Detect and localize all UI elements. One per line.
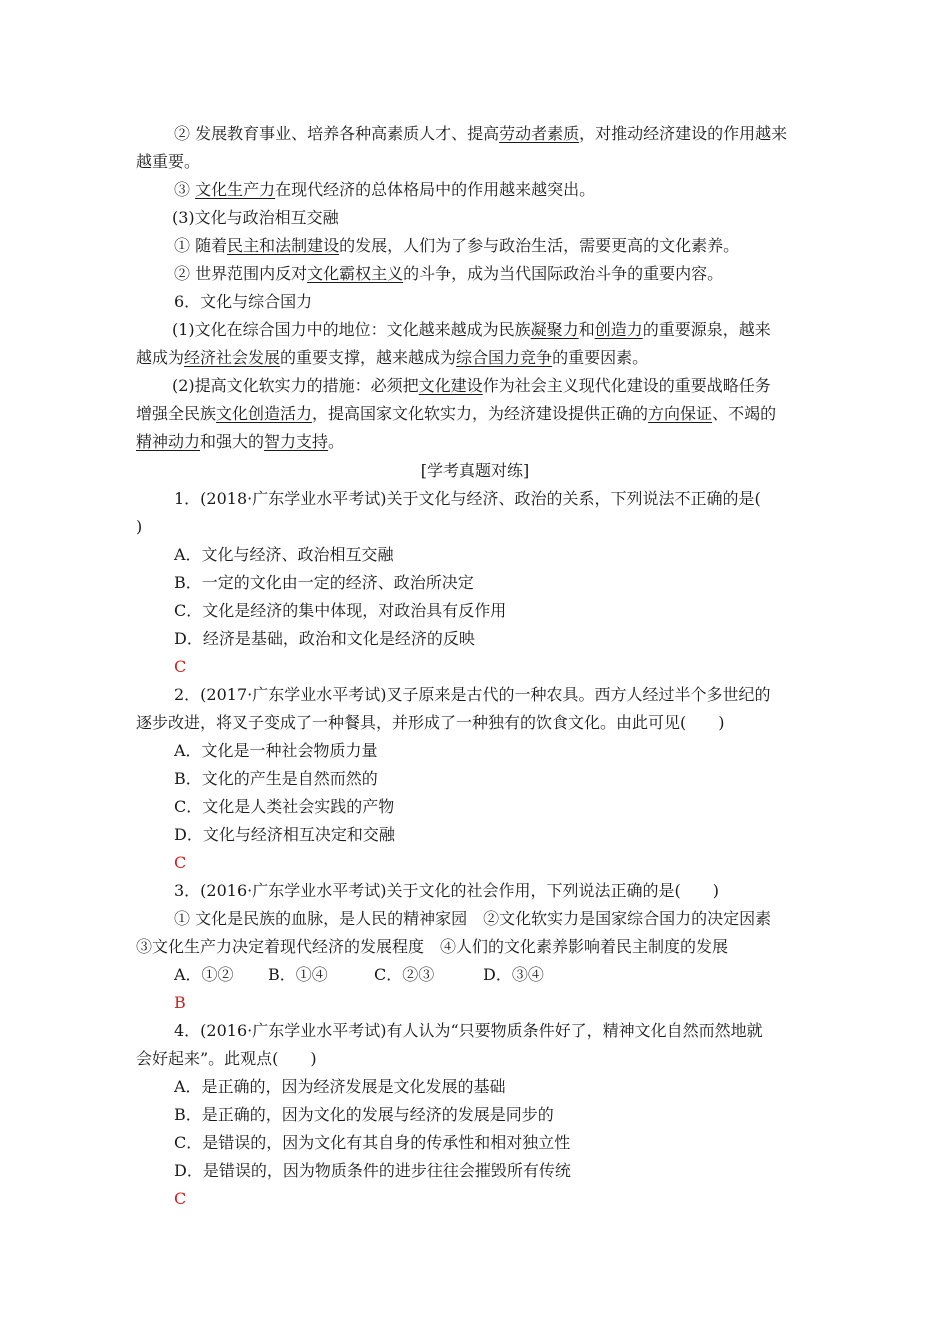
paragraph-line [172, 320, 771, 340]
text: 和 [578, 320, 595, 339]
question-2-stem-cont: 逐步改进，将叉子变成了一种餐具，并形成了一种独有的饮食文化。由此可见( ) [136, 713, 725, 732]
underlined-term: 创造力 [594, 320, 643, 339]
question-4-answer: C [174, 1189, 187, 1208]
text: 、不竭的 [712, 404, 777, 423]
question-3-statements-2: ③文化生产力决定着现代经济的发展程度 ④人们的文化素养影响着民主制度的发展 [136, 937, 729, 956]
underlined-term: 经济社会发展 [184, 348, 281, 367]
question-2-option-d: D．文化与经济相互决定和交融 [174, 825, 395, 844]
question-3-option-d: D．③④ [483, 965, 544, 984]
underlined-term: 方向保证 [648, 404, 713, 423]
paragraph-line [174, 264, 723, 284]
underlined-term: 文化霸权主义 [307, 264, 404, 283]
question-4-stem: 4．(2016·广东学业水平考试)有人认为“只要物质条件好了，精神文化自然而然地就 [174, 1021, 763, 1040]
question-2-option-b: B．文化的产生是自然而然的 [174, 769, 378, 788]
question-3-option-c: C．②③ [374, 965, 435, 984]
question-4-option-c: C．是错误的，因为文化有其自身的传承性和相对独立性 [174, 1133, 571, 1152]
text: 的发展，人们为了参与政治生活，需要更高的文化素养。 [339, 236, 740, 255]
underlined-term: 民主和法制建设 [227, 236, 340, 255]
paragraph-line [136, 432, 344, 452]
text: 的斗争，成为当代国际政治斗争的重要内容。 [403, 264, 724, 283]
question-2-stem: 2．(2017·广东学业水平考试)叉子原来是古代的一种农具。西方人经过半个多世纪的 [174, 685, 771, 704]
question-2-answer: C [174, 853, 187, 872]
underlined-term: 智力支持 [264, 432, 329, 451]
text: 在现代经济的总体格局中的作用越来越突出。 [275, 180, 596, 199]
text: 的重要因素。 [552, 348, 649, 367]
question-1-answer: C [174, 657, 187, 676]
question-1-option-a: A．文化与经济、政治相互交融 [174, 545, 394, 564]
question-4-option-d: D．是错误的，因为物质条件的进步往往会摧毁所有传统 [174, 1161, 571, 1180]
paragraph-line [136, 404, 776, 424]
underlined-term: 精神动力 [136, 432, 201, 451]
text: (2)提高文化软实力的措施：必须把 [172, 376, 419, 395]
underlined-term: 综合国力竞争 [456, 348, 553, 367]
text: ，对推动经济建设的作用越来 [579, 124, 788, 143]
paragraph-line [174, 180, 595, 200]
section-title: [学考真题对练] [420, 461, 530, 480]
question-3-option-b: B．①④ [268, 965, 328, 984]
question-4-option-a: A．是正确的，因为经济发展是文化发展的基础 [174, 1077, 506, 1096]
question-3-option-a: A．①② [174, 965, 234, 984]
question-3-answer: B [174, 993, 186, 1012]
paragraph-line [174, 236, 739, 256]
text: (1)文化在综合国力中的地位：文化越来越成为民族 [172, 320, 531, 339]
text: ① 随着 [174, 236, 228, 255]
text: ，提高国家文化软实力，为经济建设提供正确的 [312, 404, 649, 423]
section-heading: 6．文化与综合国力 [174, 292, 313, 311]
paragraph-line [172, 376, 771, 396]
paragraph-line [174, 124, 787, 144]
question-1-stem-cont: ) [136, 517, 143, 536]
paragraph-line [136, 348, 648, 368]
text: 增强全民族 [136, 404, 217, 423]
question-2-option-a: A．文化是一种社会物质力量 [174, 741, 378, 760]
question-1-option-d: D．经济是基础，政治和文化是经济的反映 [174, 629, 475, 648]
question-1-option-b: B．一定的文化由一定的经济、政治所决定 [174, 573, 474, 592]
text: ③ [174, 180, 196, 199]
text: 作为社会主义现代化建设的重要战略任务 [482, 376, 771, 395]
paragraph-line: 越重要。 [136, 152, 201, 171]
question-4-stem-cont: 会好起来”。此观点( ) [136, 1049, 317, 1068]
question-4-option-b: B．是正确的，因为文化的发展与经济的发展是同步的 [174, 1105, 554, 1124]
text: 。 [328, 432, 345, 451]
subheading: (3)文化与政治相互交融 [172, 208, 339, 227]
question-3-statements-1: ① 文化是民族的血脉，是人民的精神家园 ②文化软实力是国家综合国力的决定因素 [174, 909, 772, 928]
text: 的重要源泉，越来 [642, 320, 771, 339]
underlined-term: 凝聚力 [530, 320, 579, 339]
text: 越成为 [136, 348, 185, 367]
underlined-term: 文化建设 [418, 376, 483, 395]
text: 的重要支撑，越来越成为 [280, 348, 457, 367]
text: ② 世界范围内反对 [174, 264, 308, 283]
question-1-stem: 1．(2018·广东学业水平考试)关于文化与经济、政治的关系，下列说法不正确的是( [174, 489, 761, 508]
question-2-option-c: C．文化是人类社会实践的产物 [174, 797, 395, 816]
text: 和强大的 [200, 432, 265, 451]
underlined-term: 文化创造活力 [216, 404, 313, 423]
question-1-option-c: C．文化是经济的集中体现，对政治具有反作用 [174, 601, 507, 620]
text: ② 发展教育事业、培养各种高素质人才、提高 [174, 124, 500, 143]
underlined-term: 文化生产力 [195, 180, 276, 199]
underlined-term: 劳动者素质 [499, 124, 580, 143]
question-3-stem: 3．(2016·广东学业水平考试)关于文化的社会作用，下列说法正确的是( ) [174, 881, 719, 900]
